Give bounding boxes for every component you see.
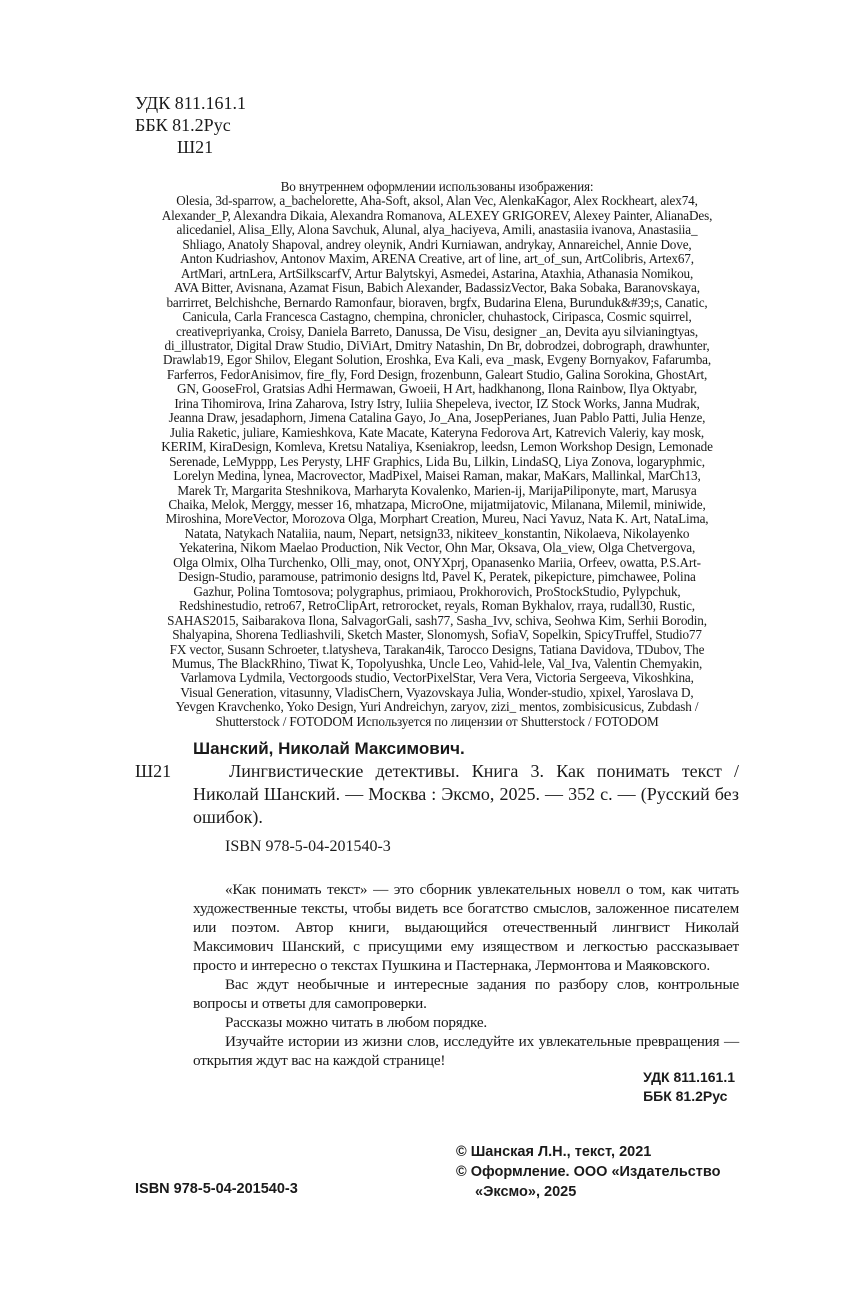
annotation: [193, 880, 739, 1070]
credits-line: Olesia, 3d-sparrow, a_bachelorette, Aha-Soft, aksol, Alan Vec, AlenkaKagor, Alex Rockheart, alex74,: [176, 193, 698, 209]
credits-line: SAHAS2015, Saibarakova Ilona, SalvagorGali, sash77, Sasha_Ivv, schiva, Seohwa Kim, Serhii Borodin,: [167, 612, 707, 628]
udk-code: УДК 811.161.1: [135, 93, 247, 113]
credits-line: di_illustrator, Digital Draw Studio, DiViArt, Dmitry Natashin, Dn Br, dobrodzei, dobrograph, drawhunter,: [164, 337, 710, 353]
credits-line: Julia Raketic, juliare, Kamieshkova, Kate Macate, Kateryna Fedorova Art, Katrevich Valeriy, kay mosk,: [169, 424, 705, 440]
credits-line: Alexander_P, Alexandra Dikaia, Alexandra Romanova, ALEXEY GRIGOREV, Alexey Painter, AlianaDes,: [161, 207, 713, 223]
credits-line: AVA Bitter, Avisnana, Azamat Fisun, Babich Alexander, BadassizVector, Baka Sobaka, Baranovskaya,: [174, 280, 700, 296]
credits-line: Marek Tr, Margarita Steshnikova, Marharyta Kovalenko, Marien-ij, MarijaPiliponyte, mart, Marusya: [177, 482, 697, 498]
credits-line: creativepriyanka, Croisy, Daniela Barreto, Danussa, De Visu, designer _an, Devita ayu silvianingtyas,: [175, 323, 699, 339]
credits-line: GN, GooseFrol, Gratsias Adhi Hermawan, Gwoeii, H Art, hadkhanong, Ilona Rainbow, Ilya Oktyabr,: [177, 381, 697, 397]
credits-line: Lorelyn Medina, lynea, Macrovector, MadPixel, Maisei Raman, makar, MaKars, Mallinkal, MarCh13,: [173, 468, 701, 484]
credits-line: Miroshina, MoreVector, Morozova Olga, Morphart Creation, Mureu, Naci Yavuz, Nata K. Art, NataLima,: [165, 511, 709, 527]
credits-line: Anton Kudriashov, Antonov Maxim, ARENA Creative, art of line, art_of_sun, ArtColibris, Artex67,: [180, 251, 694, 267]
credits-line: alicedaniel, Alisa_Elly, Alona Savchuk, Alunal, alya_haciyeva, Amili, anastasiia ivanova, Anastasiia_: [176, 222, 698, 238]
classification-codes-top: [135, 92, 246, 158]
credits-line: Serenade, LeMyppp, Les Perysty, LHF Graphics, Lida Bu, Lilkin, LindaSQ, Liya Zonova, logaryphmic,: [169, 453, 705, 469]
credits-line: Shalyapina, Shorena Tedliashvili, Sketch Master, Slonomysh, SofiaV, Sopelkin, SpicyTruffel, Studio77: [172, 627, 702, 643]
credits-line: Canicula, Carla Francesca Castagno, chempina, chronicler, chuhastock, Ciripasca, Cosmic squirrel,: [182, 309, 692, 325]
credits-line: Gazhur, Polina Tomtosova; polygraphus, primiaou, Prokhorovich, ProStockStudio, Pylypchuk,: [193, 583, 681, 599]
credits-line: Mumus, The BlackRhino, Tiwat K, Topolyushka, Uncle Leo, Vahid-lele, Val_Iva, Valentin Chemyakin,: [171, 655, 703, 671]
credits-line: Chaika, Melok, Merggy, messer 16, mhatzapa, MicroOne, mijatmijatovic, Milanana, Milemil, miniwide,: [168, 496, 706, 512]
credits-line: Jeanna Draw, jesadaphorn, Jimena Catalina Gayo, Jo_Ana, JosepPerianes, Juan Pablo Patti, Julia Henze,: [168, 410, 706, 426]
credits-line: Yekaterina, Nikom Maelao Production, Nik Vector, Ohn Mar, Oksava, Ola_view, Olga Chetvergova,: [178, 540, 696, 556]
credits-line: Shliago, Anatoly Shapoval, andrey oleynik, Andri Kurniawan, andrykay, Annareichel, Annie Dove,: [182, 236, 692, 252]
copyright-block: [456, 1142, 720, 1202]
credits-line: Design-Studio, paramouse, patrimonio designs ltd, Pavel K, Peratek, pikepicture, pimchawee, Polina: [178, 569, 696, 585]
copyright-design: © Оформление. ООО «Издательство: [456, 1164, 721, 1180]
credits-line: Drawlab19, Egor Shilov, Elegant Solution, Eroshka, Eva Kali, eva _mask, Evgeny Bornyakov, Fafarumba,: [162, 352, 712, 368]
annotation-paragraph: «Как понимать текст» — это сборник увлекательных новелл о том, как читать художественные тексты, чтобы видеть все богатство смыслов, заложенное писателем или поэтом. Автор книги, выдающийся отечественный лингвист Николай Максимович Шанский, с присущими ему изяществом и легкостью рассказывает просто и интересно о текстах Пушкина и Пастернака, Лермонтова и Маяковского.: [193, 881, 739, 974]
copyright-text: © Шанская Л.Н., текст, 2021: [456, 1144, 652, 1160]
image-credits: [135, 180, 739, 729]
annotation-paragraph: Рассказы можно читать в любом порядке.: [225, 1014, 487, 1031]
isbn-inline: ISBN 978-5-04-201540-3: [225, 838, 391, 855]
credits-line: FX vector, Susann Schroeter, t.latysheva, Tarakan4ik, Tarocco Designs, Tatiana Davidova, TDubov, The: [169, 641, 705, 657]
entry-shelf-mark: Ш21: [135, 761, 172, 781]
author-heading: Шанский, Николай Максимович.: [193, 739, 465, 758]
classification-codes-bottom: [643, 1068, 735, 1106]
credits-line: Olga Olmix, Olha Turchenko, Olli_may, onot, ONYXprj, Opanasenko Mariia, Orfeev, owatta, P.S.Art-: [173, 554, 701, 570]
annotation-paragraph: Изучайте истории из жизни слов, исследуйте их увлекательные превращения — открытия ждут вас на каждой странице!: [193, 1033, 739, 1069]
annotation-paragraph: Вас ждут необычные и интересные задания по разбору слов, контрольные вопросы и ответы для самопроверки.: [193, 976, 739, 1012]
credits-line: KERIM, KiraDesign, Komleva, Kretsu Nataliya, Kseniakrop, leedsn, Lemon Workshop Design, Lemonade: [161, 439, 713, 455]
bibliographic-record: [135, 737, 739, 858]
credits-line: Shutterstock / FOTODOM Используется по лицензии от Shutterstock / FOTODOM: [215, 713, 659, 729]
bibliographic-entry: [135, 760, 739, 829]
shelf-mark: Ш21: [177, 137, 214, 157]
udk-code-bottom: УДК 811.161.1: [643, 1069, 735, 1085]
credits-line: Redshinestudio, retro67, RetroClipArt, retrorocket, reyals, Roman Bykhalov, rraya, rudall30, Rustic,: [179, 598, 695, 614]
credits-heading: Во внутреннем оформлении использованы изображения:: [280, 179, 594, 194]
copyright-design-continued: «Эксмо», 2025: [475, 1184, 577, 1200]
bibliographic-description: Лингвистические детективы. Книга 3. Как понимать текст / Николай Шанский. — Москва : Эксмо, 2025. — 352 с. — (Русский без ошибок).: [193, 761, 739, 827]
credits-line: barrirret, Belchishche, Bernardo Ramonfaur, bioraven, brgfx, Budarina Elena, Burunduk&#39;s, Canatic,: [166, 294, 708, 310]
credits-line: Varlamova Lydmila, Vectorgoods studio, VectorPixelStar, Vera Vera, Victoria Sergeeva, Vikoshkina,: [180, 670, 694, 686]
credits-line: Farferros, FedorAnisimov, fire_fly, Ford Design, frozenbunn, Galeart Studio, Galina Sorokina, GhostArt,: [166, 366, 708, 382]
credits-line: Visual Generation, vitasunny, VladisChern, Vyazovskaya Julia, Wonder-studio, xpixel, Yaroslava D,: [180, 684, 694, 700]
isbn-footer: ISBN 978-5-04-201540-3: [135, 1181, 298, 1197]
credits-line: Irina Tihomirova, Irina Zaharova, Istry Istry, Iuliia Shepeleva, ivector, IZ Stock Works, Janna Mudrak,: [174, 395, 700, 411]
bbk-code: ББК 81.2Рус: [135, 115, 231, 135]
credits-line: Yevgen Kravchenko, Yoko Design, Yuri Andreichyn, zaryov, zizi_ mentos, zombisicusicus, Zubdash /: [175, 699, 699, 715]
credits-line: ArtMari, artnLera, ArtSilkscarfV, Artur Balytskyi, Asmedei, Astarina, Ataxhia, Athanasia Nomikou,: [180, 265, 694, 281]
bbk-code-bottom: ББК 81.2Рус: [643, 1088, 728, 1104]
credits-line: Natata, Natykach Nataliia, naum, Nepart, netsign33, nikiteev_konstantin, Nikolaeva, Nikolayenko: [184, 525, 690, 541]
